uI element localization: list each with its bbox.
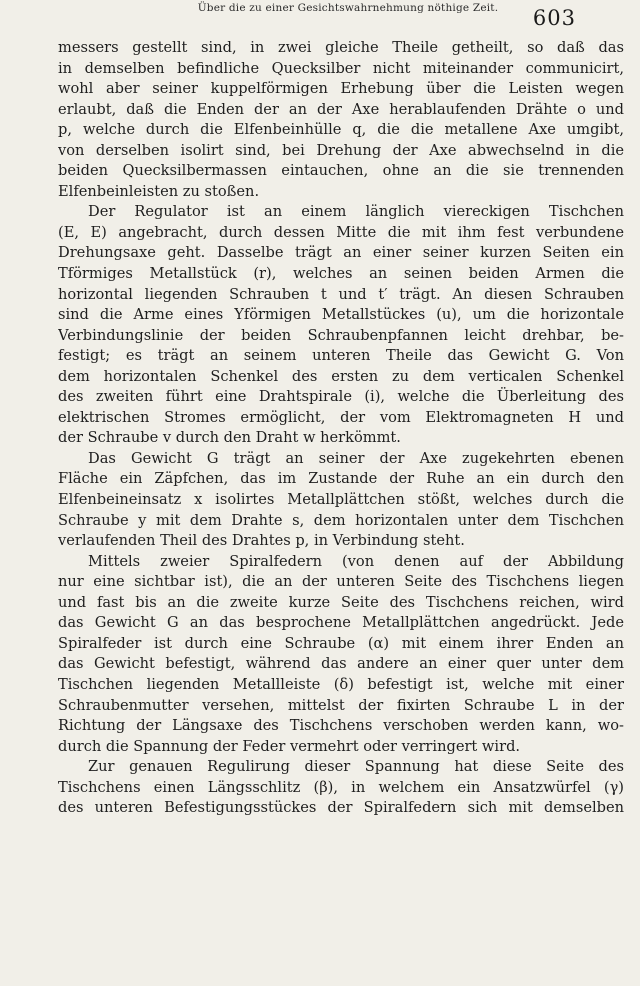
text-line: Spiralfeder ist durch eine Schraube (α) mit einem ihrer Enden an [58, 634, 624, 652]
text-line: des unteren Befestigungsstückes der Spiralfedern sich mit demselben [58, 799, 624, 817]
text-line: verlaufenden Theil des Drahtes p, in Verbindung steht. [58, 532, 465, 550]
text-line: sind die Arme eines Yförmigen Metallstückes (u), um die horizontale [58, 306, 624, 324]
text-line: beiden Quecksilbermassen eintauchen, ohne an die sie trennenden [58, 162, 624, 180]
text-line: messers gestellt sind, in zwei gleiche Theile getheilt, so daß das [58, 39, 624, 56]
text-line: festigt; es trägt an seinem unteren Theile das Gewicht G. Von [58, 347, 624, 365]
text-line: Tischchen liegenden Metallleiste (δ) befestigt ist, welche mit einer [58, 675, 624, 693]
text-line: Fläche ein Zäpfchen, das im Zustande der Ruhe an ein durch den [58, 470, 624, 488]
text-line: Tischchens einen Längsschlitz (β), in welchem ein Ansatzwürfel (γ) [58, 778, 624, 796]
text-line: Tförmiges Metallstück (r), welches an seinen beiden Armen die [58, 265, 624, 283]
page-number: 603 [532, 6, 576, 30]
text-line: Elfenbeineinsatz x isolirtes Metallplättchen stößt, welches durch die [58, 491, 624, 509]
text-line: Verbindungslinie der beiden Schraubenpfannen leicht drehbar, be- [58, 326, 624, 344]
text-line: Schraube y mit dem Drahte s, dem horizontalen unter dem Tischchen [58, 511, 624, 529]
text-line: das Gewicht befestigt, während das andere an einer quer unter dem [58, 655, 624, 673]
text-line: elektrischen Stromes ermöglicht, der vom Elektromagneten H und [58, 408, 624, 426]
running-head: Über die zu einer Gesichtswahrnehmung nöthige Zeit. [197, 2, 499, 14]
text-line: der Schraube v durch den Draht w herkömmt. [58, 429, 401, 447]
text-line: Mittels zweier Spiralfedern (von denen auf der Abbildung [88, 552, 624, 570]
text-line: und fast bis an die zweite kurze Seite des Tischchens reichen, wird [58, 593, 624, 611]
text-line: Schraubenmutter versehen, mittelst der fixirten Schraube L in der [58, 696, 624, 714]
text-line: durch die Spannung der Feder vermehrt oder verringert wird. [58, 737, 521, 755]
body-text [58, 38, 624, 819]
text-line: horizontal liegenden Schrauben t und t′ trägt. An diesen Schrauben [58, 285, 624, 303]
text-line: nur eine sichtbar ist), die an der unteren Seite des Tischchens liegen [58, 573, 624, 591]
text-line: Elfenbeinleisten zu stoßen. [58, 182, 260, 200]
text-line: des zweiten führt eine Drahtspirale (i), welche die Überleitung des [58, 388, 624, 406]
text-line: Zur genauen Regulirung dieser Spannung hat diese Seite des [88, 758, 624, 776]
text-line: das Gewicht G an das besprochene Metallplättchen angedrückt. Jede [58, 614, 624, 632]
text-line: wohl aber seiner kuppelförmigen Erhebung über die Leisten wegen [58, 80, 624, 98]
text-line: Richtung der Längsaxe des Tischchens verschoben werden kann, wo- [58, 717, 624, 735]
text-line: von derselben isolirt sind, bei Drehung der Axe abwechselnd in die [58, 141, 624, 159]
text-line: Das Gewicht G trägt an seiner der Axe zugekehrten ebenen [88, 449, 624, 467]
text-line: Drehungsaxe geht. Dasselbe trägt an einer seiner kurzen Seiten ein [58, 244, 624, 262]
text-line: dem horizontalen Schenkel des ersten zu dem verticalen Schenkel [58, 367, 624, 385]
text-line: (E, E) angebracht, durch dessen Mitte die mit ihm fest verbundene [58, 223, 624, 241]
text-line: p, welche durch die Elfenbeinhülle q, die die metallene Axe umgibt, [58, 121, 624, 139]
text-line: erlaubt, daß die Enden der an der Axe herablaufenden Drähte o und [58, 100, 624, 118]
text-line: in demselben befindliche Quecksilber nicht miteinander communicirt, [58, 59, 624, 77]
text-line: Der Regulator ist an einem länglich viereckigen Tischchen [88, 203, 624, 221]
